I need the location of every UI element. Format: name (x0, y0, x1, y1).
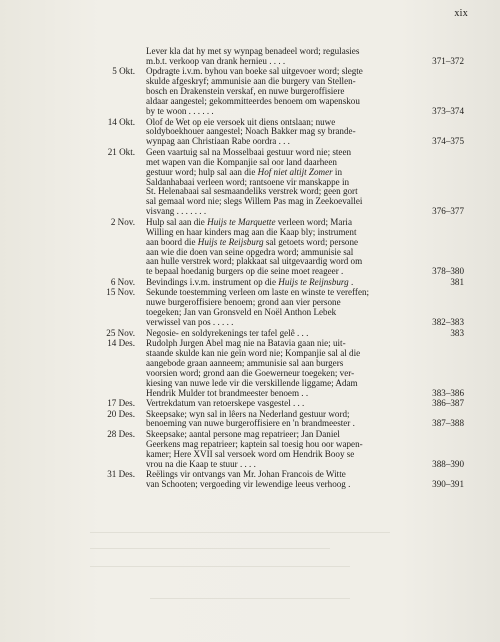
entry-date: 31 Des. (107, 469, 135, 480)
entry-pages: 373–374 (432, 106, 464, 117)
entry-line: van Schooten; vergoeding vir lewendige leeus verhoog . (146, 480, 351, 490)
entry-date: 20 Des. (107, 408, 135, 419)
index-entry (80, 399, 464, 409)
entry-line: aan wie die doen van seine opgedra word; ammunisie sal (146, 247, 354, 257)
entry-pages: 387–388 (432, 418, 464, 429)
entry-line: Reëlings vir ontvangs van Mr. Johan Francois de Witte (146, 470, 346, 480)
index-entry (80, 288, 464, 328)
entry-date: 2 Nov. (110, 216, 135, 227)
entry-date: 25 Nov. (106, 327, 135, 338)
entry-line: Sekunde toestemming verleen om laste en winste te vereffen; (146, 288, 370, 298)
entry-line: soldyboekhouer aangestel; Noach Bakker mag sy brande- (146, 127, 356, 137)
bleed-through-line (90, 532, 390, 533)
entry-line: Lever kla dat hy met sy wynpag benadeel word; regulasies (146, 47, 360, 56)
entry-line: wynpag aan Christiaan Rabe oordra . . . (146, 137, 290, 147)
page-number: xix (454, 8, 468, 19)
index-entry (80, 278, 464, 288)
entry-text (146, 339, 464, 398)
entry-line: aan boord die Huijs te Reijsburg sal getoets word; persone (146, 237, 359, 247)
entry-line: Skeepsake; wyn sal in lêers na Nederland gestuur word; (146, 409, 350, 419)
entry-text (146, 67, 464, 117)
entry-line: Olof de Wet op eie versoek uit diens ontslaan; nuwe (146, 117, 336, 127)
entry-line: visvang . . . . . . . (146, 207, 207, 217)
entry-pages: 371–372 (432, 55, 464, 66)
bleed-through-line (150, 598, 350, 599)
entry-pages: 382–383 (432, 317, 464, 328)
entry-line: kiesing van nuwe lede vir die verskillende liggame; Adam (146, 378, 358, 388)
entry-line: vrou na die Kaap te stuur . . . . (146, 459, 256, 469)
entry-pages: 386–387 (432, 398, 464, 409)
entry-line: Opdragte i.v.m. byhou van boeke sal uitgevoer word; slegte (146, 67, 363, 77)
italic-ship-name: Huijs te Marquette (207, 217, 276, 227)
entry-line: bosch en Drakenstein verskaf, en nuwe burgeroffisiere (146, 87, 345, 97)
entry-date: 5 Okt. (112, 66, 135, 77)
entry-line: by te woon . . . . . . (146, 107, 214, 117)
entry-line: skulde afgeskryf; ammunisie aan die burgery van Stellen- (146, 77, 356, 87)
entry-date: 17 Des. (107, 398, 135, 409)
entry-line: Hulp sal aan die Huijs te Marquette verleen word; Maria (146, 217, 352, 227)
entry-pages: 383 (450, 327, 464, 338)
entry-pages: 374–375 (432, 136, 464, 147)
index-entry (80, 339, 464, 398)
entry-date: 21 Okt. (107, 146, 135, 157)
entry-line: voorsien word; grond aan die Goewerneur toegeken; ver- (146, 368, 355, 378)
index-entry (80, 430, 464, 470)
entry-line: te bepaal hoedanig burgers op die seine moet reageer . (146, 267, 344, 277)
entry-line: gestuur word; hulp sal aan die Hof niet altijt Zomer in (146, 167, 343, 177)
index-entry (80, 67, 464, 117)
entry-line: met wapen van die Kompanjie sal oor land daarheen (146, 157, 337, 167)
entry-pages: 381 (450, 276, 464, 287)
entry-text (146, 430, 464, 470)
entry-line: Hendrik Mulder tot brandmeester benoem . . (146, 388, 309, 398)
index-entry (80, 410, 464, 430)
entry-line: Negosie- en soldyrekenings ter tafel gelê . . . (146, 328, 309, 338)
entry-line: aangebode graan aanneem; ammunisie sal aan burgers (146, 358, 344, 368)
entry-line: nuwe burgeroffisiere benoem; grond aan vier persone (146, 298, 341, 308)
entry-line: toegeken; Jan van Gronsveld en Noël Anthon Lebek (146, 308, 337, 318)
entry-line: benoeming van nuwe burgeroffisiere en 'n brandmeester . (146, 419, 355, 429)
italic-ship-name: Huijs te Reijsburg (197, 237, 264, 247)
entry-pages: 388–390 (432, 458, 464, 469)
index-entry (80, 47, 464, 67)
entry-text (146, 278, 464, 288)
entry-line: aldaar aangestel; gekommitteerdes benoem om wapenskou (146, 97, 360, 107)
index-entry (80, 470, 464, 490)
italic-ship-name: Huijs te Reijnsburg (278, 277, 349, 287)
entry-line: Willing en haar kinders mag aan die Kaap bly; instrument (146, 227, 357, 237)
entry-line: staande skulde kan nie geïn word nie; Kompanjie sal al die (146, 348, 361, 358)
entry-date: 15 Nov. (106, 287, 135, 298)
index-entry (80, 148, 464, 217)
entry-pages: 383–386 (432, 387, 464, 398)
entry-line: Skeepsake; aantal persone mag repatrieer; Jan Daniel (146, 429, 340, 439)
entry-line: Geerkens mag repatrieer; kaptein sal toesig hou oor wapen- (146, 439, 363, 449)
entry-text (146, 148, 464, 217)
entry-line: verwissel van pos . . . . . (146, 318, 234, 328)
entry-pages: 376–377 (432, 206, 464, 217)
bleed-through-line (90, 548, 330, 549)
entry-text (146, 218, 464, 277)
entry-line: kamer; Here XVII sal versoek word om Hendrik Booy se (146, 449, 355, 459)
entry-line: Saldanhabaai verleen word; rantsoene vir manskappe in (146, 177, 350, 187)
entry-line: m.b.t. verkoop van drank hernieu . . . . (146, 56, 286, 66)
index-entry (80, 218, 464, 277)
entry-line: Rudolph Jurgen Abel mag nie na Batavia gaan nie; uit- (146, 339, 346, 349)
entry-line: aan hulle verstrek word; plakkaat sal uitgevaardig word om (146, 257, 363, 267)
entry-line: Geen vaartuig sal na Mosselbaai gestuur word nie; steen (146, 147, 352, 157)
entry-text (146, 399, 464, 409)
entry-line: sal gemaal word nie; slegs Willem Pas mag in Zeekoevallei (146, 197, 363, 207)
entry-line: Bevindings i.v.m. instrument op die Huijs te Reijnsburg . (146, 277, 354, 287)
index-entries (80, 47, 464, 491)
bleed-through-line (90, 566, 350, 567)
entry-line: St. Helenabaai sal sesmaandeliks verstrek word; geen gort (146, 187, 358, 197)
entry-text (146, 118, 464, 148)
entry-date: 28 Des. (107, 428, 135, 439)
entry-date: 14 Des. (107, 338, 135, 349)
index-entry (80, 118, 464, 148)
entry-text (146, 410, 464, 430)
entry-text (146, 47, 464, 67)
entry-text (146, 329, 464, 339)
italic-ship-name: Hof niet altijt Zomer (257, 167, 333, 177)
entry-text (146, 288, 464, 328)
entry-line: Vertrekdatum van retoerskepe vasgestel . . . (146, 399, 305, 409)
index-entry (80, 329, 464, 339)
entry-date: 6 Nov. (110, 276, 135, 287)
entry-pages: 378–380 (432, 266, 464, 277)
entry-pages: 390–391 (432, 479, 464, 490)
entry-text (146, 470, 464, 490)
entry-date: 14 Okt. (107, 116, 135, 127)
